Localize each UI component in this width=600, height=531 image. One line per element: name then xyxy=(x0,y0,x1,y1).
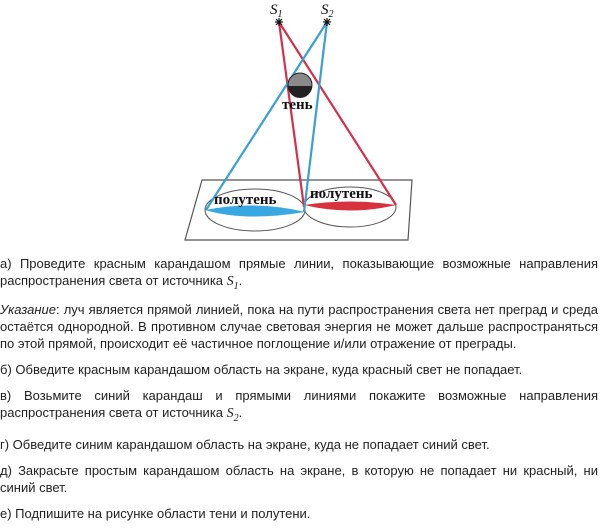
task-v: в) Возьмите синий карандаш и прямыми линиями покажите возможные направления распространения света от источника $S_2$. xyxy=(0,387,598,424)
task-list xyxy=(0,255,598,531)
shadow-diagram xyxy=(0,0,600,250)
source-s2-label: $S_2$ xyxy=(321,2,334,20)
penumbra-right-label: полутень xyxy=(310,186,373,202)
red-ray-left xyxy=(279,22,304,207)
task-a: а) Проведите красным карандашом прямые линии, показывающие возможные направления распространения света от источника $S_1$. xyxy=(0,256,598,292)
source-symbol: $S_1$ xyxy=(226,274,239,292)
source-s1-label: $S_1$ xyxy=(270,2,283,20)
task-b: б) Обведите красным карандашом область на экране, куда красный свет не попадает. xyxy=(0,361,523,377)
task-e: е) Подпишите на рисунке области тени и полутени. xyxy=(0,505,311,521)
task-d: д) Закрасьте простым карандашом область на экране, в которую не попадает ни красный, ни синий свет. xyxy=(0,462,598,495)
task-hint: Указание: луч является прямой линией, пока на пути распространения света нет преград и среда остаётся однородной. В противном случае световая энергия не может дальше распространяться по этой прямой, происходит её частичное поглощение и/или отражение от преграды. xyxy=(0,301,598,351)
shadow-label: тень xyxy=(282,97,313,113)
red-ray-right xyxy=(279,22,396,205)
task-g: г) Обведите синим карандашом область на экране, куда не попадает синий свет. xyxy=(0,436,490,452)
source-symbol: $S_2$ xyxy=(226,405,239,424)
penumbra-left-label: полутень xyxy=(214,192,277,208)
